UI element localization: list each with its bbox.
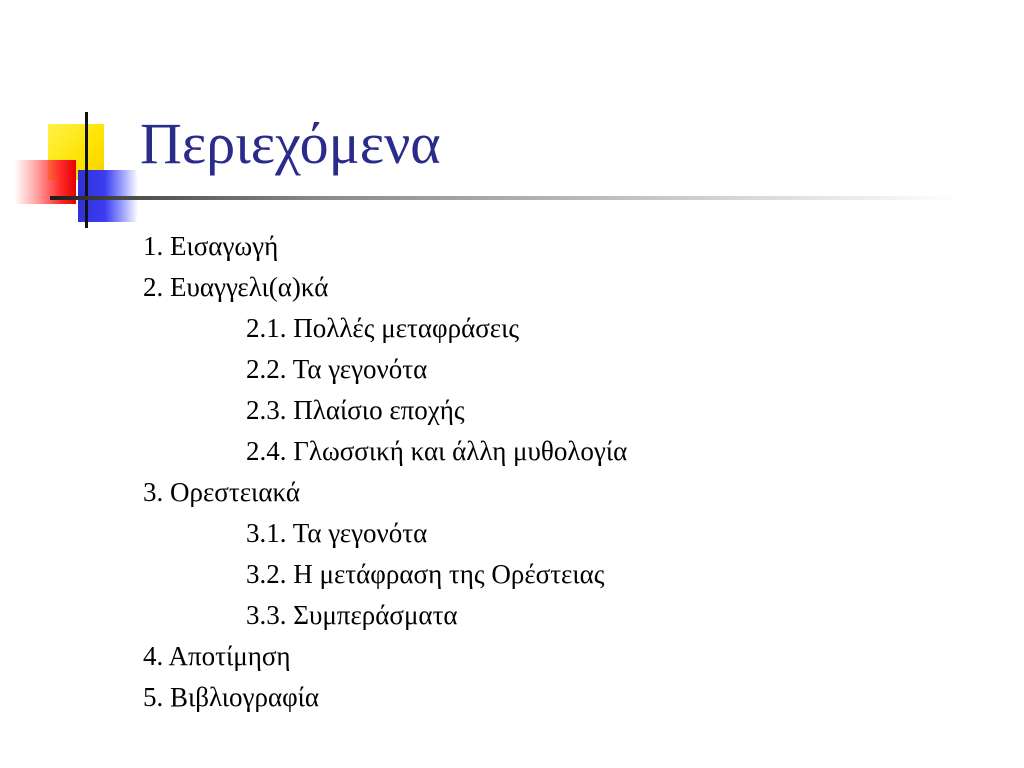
slide-title: Περιεχόμενα	[140, 111, 441, 176]
toc-item: 5. Βιβλιογραφία	[143, 682, 320, 712]
toc-item: 1. Εισαγωγή	[143, 231, 279, 261]
title-underline	[50, 196, 960, 200]
toc-item: 3. Ορεστειακά	[143, 477, 300, 507]
toc-subitem: 2.2. Τα γεγονότα	[246, 354, 428, 384]
toc-subitem: 2.1. Πολλές μεταφράσεις	[246, 313, 520, 343]
toc-item: 4. Αποτίμηση	[143, 641, 291, 671]
toc-subitem: 3.2. Η μετάφραση της Ορέστειας	[246, 559, 605, 589]
toc-subitem: 2.3. Πλαίσιο εποχής	[246, 395, 465, 425]
toc-subitem: 2.4. Γλωσσική και άλλη μυθολογία	[246, 436, 628, 466]
vertical-rule	[85, 112, 88, 228]
toc-item: 2. Ευαγγελι(α)κά	[143, 272, 329, 302]
toc-subitem: 3.1. Τα γεγονότα	[246, 518, 428, 548]
toc-subitem: 3.3. Συμπεράσματα	[246, 600, 458, 630]
table-of-contents	[143, 226, 627, 718]
